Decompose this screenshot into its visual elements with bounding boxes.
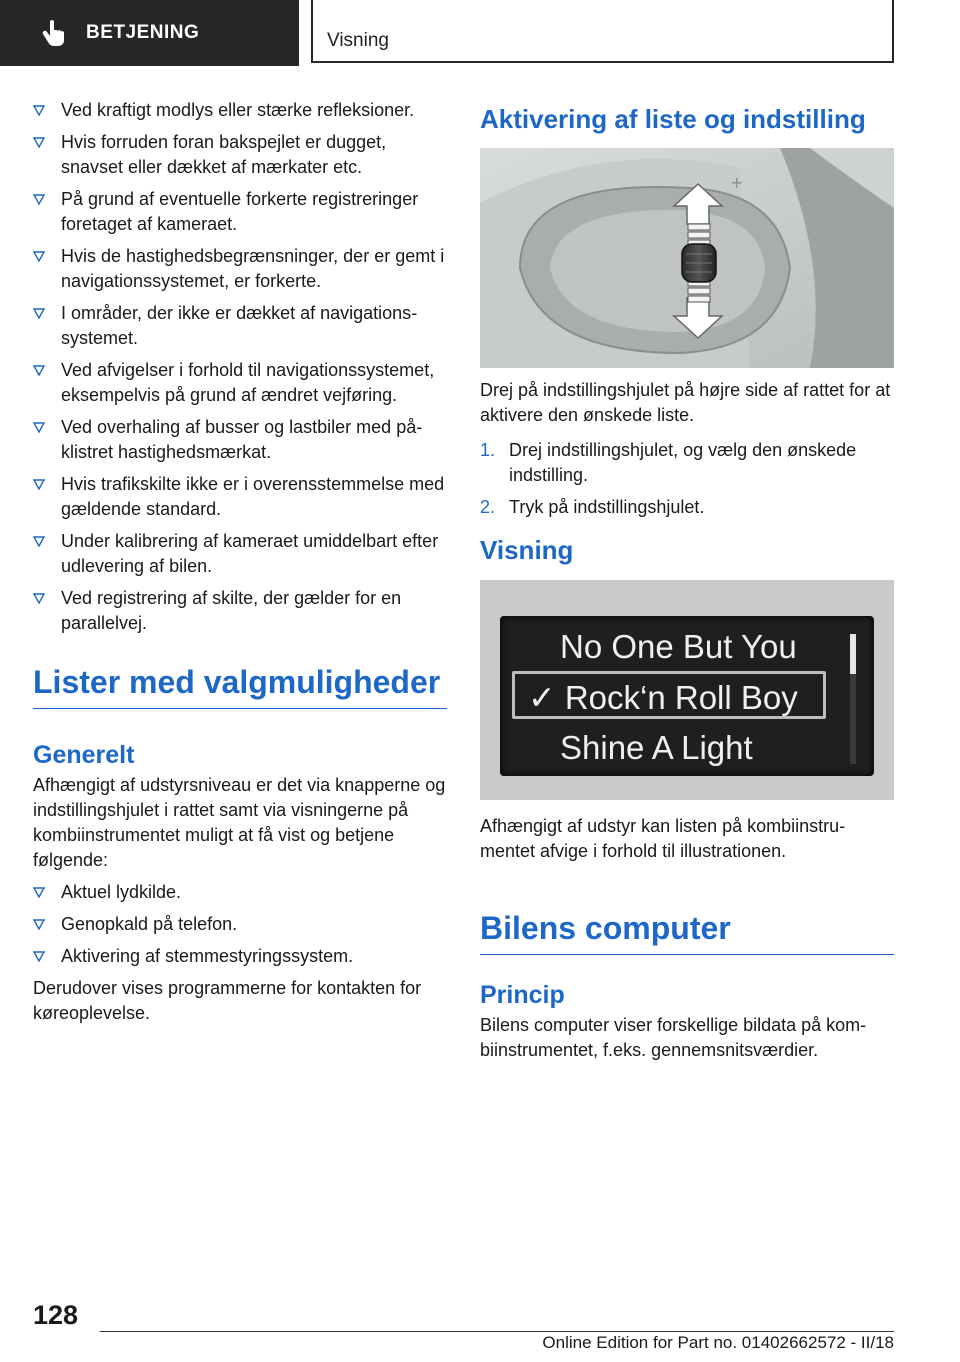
display-scroll-thumb bbox=[850, 634, 856, 674]
triangle-bullet-icon bbox=[33, 951, 47, 963]
svg-text:+: + bbox=[730, 173, 744, 192]
computer-heading: Bilens computer bbox=[480, 908, 894, 955]
list-display-photo bbox=[480, 580, 894, 800]
list-item: På grund af eventuelle forkerte registreringer foretaget af kameraet. bbox=[33, 187, 447, 237]
list-item: Ved kraftigt modlys eller stærke refleksioner. bbox=[33, 98, 447, 123]
page-number: 128 bbox=[33, 1300, 79, 1330]
list-item: Hvis de hastighedsbegrænsninger, der er gemt i navigationssystemet, er forkerte. bbox=[33, 244, 447, 294]
edition-text: Online Edition for Part no. 01402662572 - II/18 bbox=[542, 1333, 894, 1352]
list-item: Under kalibrering af kameraet umiddelbart efter udlevering af bilen. bbox=[33, 529, 447, 579]
triangle-bullet-icon bbox=[33, 251, 47, 263]
intro-paragraph: Afhængigt af udstyrsniveau er det via knapperne og indstillingshjulet i rattet samt via visningerne på kombiinstrumentet muligt at få vist og betjene følgende: bbox=[33, 775, 446, 870]
list-item: I områder, der ikke er dækket af navigationssystemet. bbox=[33, 301, 447, 351]
list-item: Hvis forruden foran bakspejlet er dugget, snavset eller dækket af mærkater etc. bbox=[33, 130, 447, 180]
section-heading: Lister med valgmuligheder bbox=[33, 662, 447, 709]
display-item: No One But You bbox=[560, 628, 797, 665]
display-item: Shine A Light bbox=[560, 729, 753, 766]
triangle-bullet-icon bbox=[33, 105, 47, 117]
hand-pointer-icon bbox=[40, 18, 70, 48]
activation-heading: Aktivering af liste og indstilling bbox=[480, 104, 866, 134]
triangle-bullet-icon bbox=[33, 137, 47, 149]
condition-list bbox=[33, 98, 447, 636]
list-item: Ved registrering af skilte, der gælder for en parallelvej. bbox=[33, 586, 447, 636]
list-item: Ved afvigelser i forhold til navigationssystemet, eksempelvis på grund af ændret vejføring. bbox=[33, 358, 447, 408]
triangle-bullet-icon bbox=[33, 536, 47, 548]
steering-wheel-photo bbox=[480, 148, 894, 368]
principle-heading: Princip bbox=[480, 981, 565, 1009]
activation-caption: Drej på indstillingshjulet på højre side af rattet for at aktivere den ønskede liste. bbox=[480, 380, 891, 425]
triangle-bullet-icon bbox=[33, 593, 47, 605]
footer-divider bbox=[100, 1331, 894, 1332]
step-item: 2. Tryk på indstillingshjulet. bbox=[480, 497, 705, 517]
outro-paragraph: Derudover vises programmerne for kontakten for køreoplevelse. bbox=[33, 978, 422, 1023]
principle-paragraph: Bilens computer viser forskellige bildata på kombiinstrumentet, f.eks. gennemsnitsværdier. bbox=[480, 1015, 867, 1060]
step-item: 1. Drej indstillingshjulet, og vælg den ønskede indstilling. bbox=[480, 440, 857, 485]
section-tab bbox=[0, 0, 299, 66]
triangle-bullet-icon bbox=[33, 308, 47, 320]
steps-list bbox=[480, 438, 894, 520]
triangle-bullet-icon bbox=[33, 194, 47, 206]
list-item: Genopkald på telefon. bbox=[33, 912, 447, 937]
triangle-bullet-icon bbox=[33, 365, 47, 377]
display-caption: Afhængigt af udstyr kan listen på kombiinstrumentet afvige i forhold til illustrationen. bbox=[480, 816, 846, 861]
list-item: Hvis trafikskilte ikke er i overensstemmelse med gældende standard. bbox=[33, 472, 447, 522]
subsection-heading: Generelt bbox=[33, 741, 135, 769]
page-topic: Visning bbox=[327, 30, 389, 51]
right-column bbox=[480, 98, 894, 1063]
left-column bbox=[33, 98, 447, 1026]
display-item-selected: ✓ Rock‘n Roll Boy bbox=[528, 679, 798, 716]
display-heading: Visning bbox=[480, 535, 574, 565]
triangle-bullet-icon bbox=[33, 422, 47, 434]
triangle-bullet-icon bbox=[33, 919, 47, 931]
list-item: Aktuel lydkilde. bbox=[33, 880, 447, 905]
triangle-bullet-icon bbox=[33, 887, 47, 899]
feature-list bbox=[33, 880, 447, 969]
triangle-bullet-icon bbox=[33, 479, 47, 491]
list-item: Aktivering af stemmestyringssystem. bbox=[33, 944, 447, 969]
section-label: BETJENING bbox=[86, 22, 200, 43]
topic-box bbox=[311, 0, 894, 63]
display-screen bbox=[500, 616, 874, 776]
list-item: Ved overhaling af busser og lastbiler med påklistret hastighedsmærkat. bbox=[33, 415, 447, 465]
